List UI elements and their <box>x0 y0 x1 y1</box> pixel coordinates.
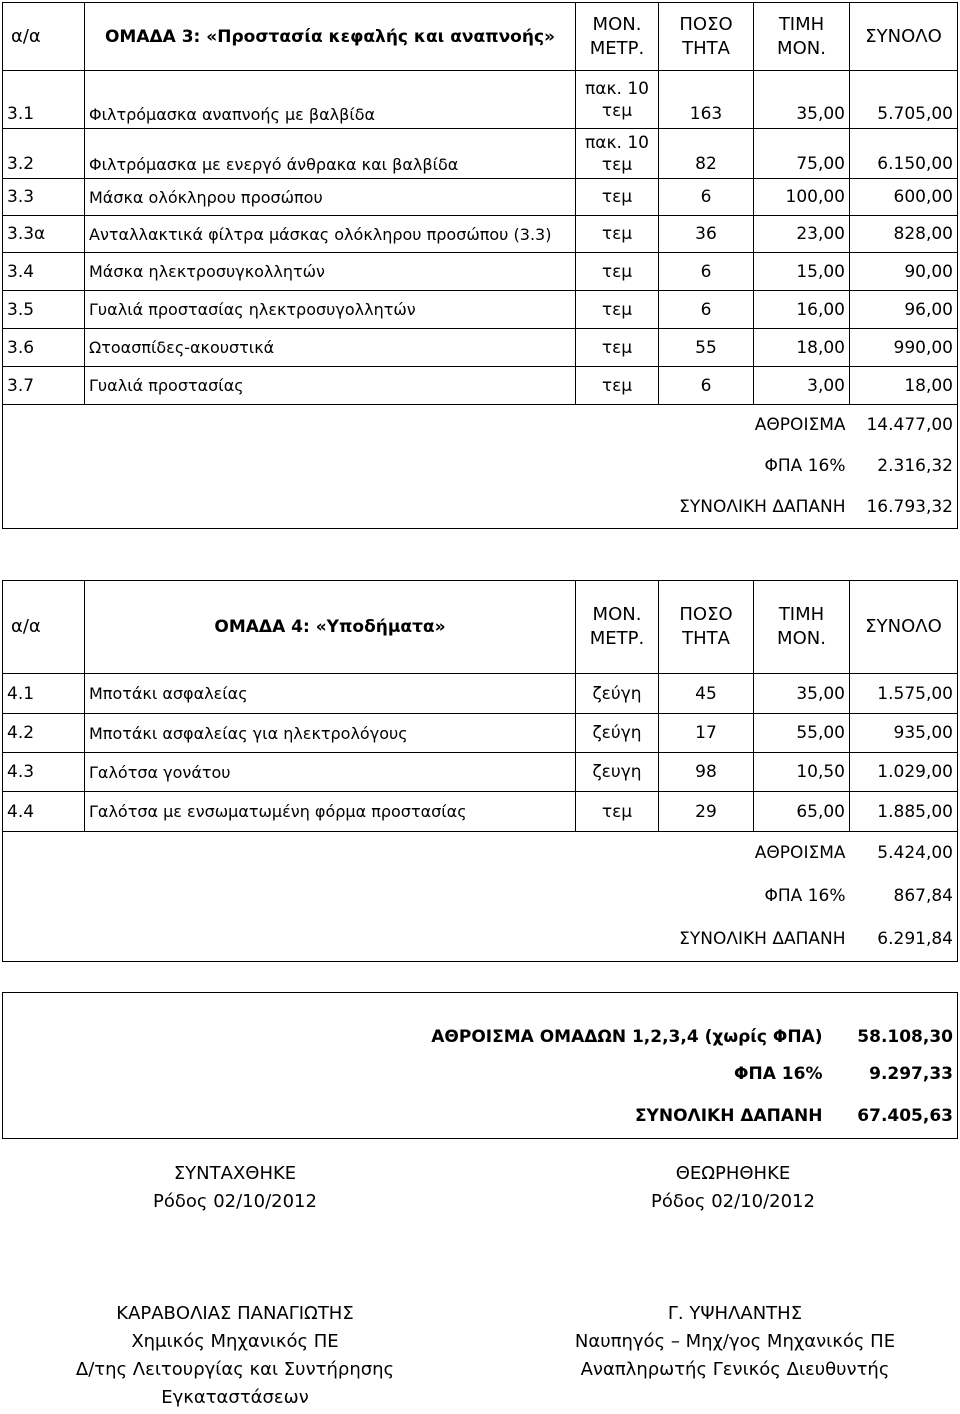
row-total: 90,00 <box>850 253 958 291</box>
row-aa: 4.1 <box>3 674 85 714</box>
row-aa: 3.3 <box>3 179 85 216</box>
row-qty: 6 <box>659 367 754 405</box>
row-qty: 82 <box>659 129 754 179</box>
summary-label: ΦΠΑ 16% <box>3 446 850 487</box>
row-qty: 6 <box>659 291 754 329</box>
table-row <box>3 367 958 405</box>
row-price: 55,00 <box>754 714 850 753</box>
row-desc: Μάσκα ολόκληρου προσώπου <box>85 179 576 216</box>
grand-total-row <box>3 1053 958 1095</box>
signature-left-date: Ρόδος 02/10/2012 <box>153 1191 317 1212</box>
table-row <box>3 179 958 216</box>
table-row <box>3 253 958 291</box>
row-price: 100,00 <box>754 179 850 216</box>
row-unit: τεμ <box>576 216 659 253</box>
row-total: 18,00 <box>850 367 958 405</box>
row-desc: Ανταλλακτικά φίλτρα μάσκας ολόκληρου προσώπου (3.3) <box>85 216 576 253</box>
row-price: 23,00 <box>754 216 850 253</box>
row-qty: 98 <box>659 753 754 792</box>
header-price: ΤΙΜΗ ΜΟΝ. <box>754 3 850 71</box>
group3-table <box>2 2 958 529</box>
row-desc: Γαλότσα γονάτου <box>85 753 576 792</box>
summary-value: 2.316,32 <box>850 446 958 487</box>
row-unit: τεμ <box>576 291 659 329</box>
header-unit: ΜΟΝ. ΜΕΤΡ. <box>576 3 659 71</box>
summary-value: 6.291,84 <box>850 918 958 962</box>
signature-left-title1: Χημικός Μηχανικός ΠΕ <box>131 1331 339 1352</box>
summary-row <box>3 875 958 918</box>
row-price: 18,00 <box>754 329 850 367</box>
row-price: 35,00 <box>754 674 850 714</box>
row-desc: Μάσκα ηλεκτροσυγκολλητών <box>85 253 576 291</box>
row-qty: 55 <box>659 329 754 367</box>
header-total: ΣΥΝΟΛΟ <box>850 581 958 674</box>
row-unit: τεμ <box>576 329 659 367</box>
row-unit: τεμ <box>576 253 659 291</box>
row-qty: 36 <box>659 216 754 253</box>
row-total: 6.150,00 <box>850 129 958 179</box>
grand-total-label: ΦΠΑ 16% <box>3 1053 833 1095</box>
row-qty: 6 <box>659 179 754 216</box>
row-total: 600,00 <box>850 179 958 216</box>
signature-right-block <box>540 1300 930 1384</box>
table-row <box>3 714 958 753</box>
summary-row <box>3 405 958 446</box>
row-desc: Γυαλιά προστασίας ηλεκτροσυγολλητών <box>85 291 576 329</box>
signature-right-heading: ΘΕΩΡΗΘΗΚΕ <box>675 1163 791 1184</box>
row-desc: Μποτάκι ασφαλείας για ηλεκτρολόγους <box>85 714 576 753</box>
row-aa: 3.4 <box>3 253 85 291</box>
table-row <box>3 129 958 179</box>
summary-value: 16.793,32 <box>850 487 958 529</box>
summary-label: ΣΥΝΟΛΙΚΗ ΔΑΠΑΝΗ <box>3 487 850 529</box>
row-qty: 45 <box>659 674 754 714</box>
summary-label: ΦΠΑ 16% <box>3 875 850 918</box>
row-aa: 3.5 <box>3 291 85 329</box>
summary-label: ΑΘΡΟΙΣΜΑ <box>3 832 850 875</box>
row-total: 5.705,00 <box>850 71 958 129</box>
row-aa: 3.3α <box>3 216 85 253</box>
row-unit: πακ. 10 τεμ <box>576 71 659 129</box>
table-row <box>3 291 958 329</box>
row-unit: ζεύγη <box>576 674 659 714</box>
row-price: 16,00 <box>754 291 850 329</box>
row-unit: τεμ <box>576 792 659 832</box>
grand-total-row <box>3 993 958 1053</box>
row-aa: 3.2 <box>3 129 85 179</box>
row-aa: 4.3 <box>3 753 85 792</box>
table-row <box>3 329 958 367</box>
row-qty: 17 <box>659 714 754 753</box>
signature-right-date: Ρόδος 02/10/2012 <box>651 1191 815 1212</box>
grand-total-value: 9.297,33 <box>833 1053 958 1095</box>
signature-left-title3: Εγκαταστάσεων <box>161 1387 309 1408</box>
row-desc: Μποτάκι ασφαλείας <box>85 674 576 714</box>
table-row <box>3 792 958 832</box>
row-desc: Γαλότσα με ενσωματωμένη φόρμα προστασίας <box>85 792 576 832</box>
summary-row <box>3 487 958 529</box>
table-row <box>3 216 958 253</box>
row-aa: 3.1 <box>3 71 85 129</box>
signature-left-title2: Δ/της Λειτουργίας και Συντήρησης <box>75 1359 395 1380</box>
row-total: 96,00 <box>850 291 958 329</box>
row-aa: 4.4 <box>3 792 85 832</box>
summary-label: ΑΘΡΟΙΣΜΑ <box>3 405 850 446</box>
row-desc: Ωτοασπίδες-ακουστικά <box>85 329 576 367</box>
row-total: 935,00 <box>850 714 958 753</box>
row-desc: Φιλτρόμασκα αναπνοής με βαλβίδα <box>85 71 576 129</box>
row-price: 15,00 <box>754 253 850 291</box>
grand-total-label: ΣΥΝΟΛΙΚΗ ΔΑΠΑΝΗ <box>3 1095 833 1139</box>
summary-row <box>3 918 958 962</box>
row-price: 3,00 <box>754 367 850 405</box>
header-qty: ΠΟΣΟ ΤΗΤΑ <box>659 581 754 674</box>
grand-total-label: ΑΘΡΟΙΣΜΑ ΟΜΑΔΩΝ 1,2,3,4 (χωρίς ΦΠΑ) <box>3 993 833 1053</box>
row-aa: 3.7 <box>3 367 85 405</box>
summary-row <box>3 446 958 487</box>
table-row <box>3 753 958 792</box>
row-unit: τεμ <box>576 179 659 216</box>
group4-header-row <box>3 581 958 674</box>
row-price: 35,00 <box>754 71 850 129</box>
row-total: 1.885,00 <box>850 792 958 832</box>
table-row <box>3 71 958 129</box>
header-aa: α/α <box>3 581 85 674</box>
row-qty: 29 <box>659 792 754 832</box>
row-total: 990,00 <box>850 329 958 367</box>
row-unit: ζευγη <box>576 753 659 792</box>
row-aa: 4.2 <box>3 714 85 753</box>
row-price: 65,00 <box>754 792 850 832</box>
signature-left-heading: ΣΥΝΤΑΧΘΗΚΕ <box>173 1163 297 1184</box>
header-qty: ΠΟΣΟ ΤΗΤΑ <box>659 3 754 71</box>
row-total: 1.029,00 <box>850 753 958 792</box>
table-row <box>3 674 958 714</box>
summary-row <box>3 832 958 875</box>
row-desc: Φιλτρόμασκα με ενεργό άνθρακα και βαλβίδα <box>85 129 576 179</box>
signature-left-header <box>70 1160 400 1216</box>
grand-totals-table <box>2 992 958 1139</box>
signature-right-title2: Αναπληρωτής Γενικός Διευθυντής <box>580 1359 890 1380</box>
signature-right-header <box>568 1160 898 1216</box>
header-aa: α/α <box>3 3 85 71</box>
summary-value: 5.424,00 <box>850 832 958 875</box>
signature-right-name: Γ. ΥΨΗΛΑΝΤΗΣ <box>667 1303 803 1324</box>
row-total: 1.575,00 <box>850 674 958 714</box>
row-price: 75,00 <box>754 129 850 179</box>
row-desc: Γυαλιά προστασίας <box>85 367 576 405</box>
header-total: ΣΥΝΟΛΟ <box>850 3 958 71</box>
signature-left-block <box>60 1300 410 1412</box>
group4-table <box>2 580 958 962</box>
row-aa: 3.6 <box>3 329 85 367</box>
header-price: ΤΙΜΗ ΜΟΝ. <box>754 581 850 674</box>
row-unit: ζεύγη <box>576 714 659 753</box>
row-qty: 6 <box>659 253 754 291</box>
row-unit: πακ. 10 τεμ <box>576 129 659 179</box>
row-unit: τεμ <box>576 367 659 405</box>
signature-left-name: ΚΑΡΑΒΟΛΙΑΣ ΠΑΝΑΓΙΩΤΗΣ <box>116 1303 354 1324</box>
row-price: 10,50 <box>754 753 850 792</box>
summary-label: ΣΥΝΟΛΙΚΗ ΔΑΠΑΝΗ <box>3 918 850 962</box>
grand-total-row <box>3 1095 958 1139</box>
grand-total-value: 58.108,30 <box>833 993 958 1053</box>
row-total: 828,00 <box>850 216 958 253</box>
grand-total-value: 67.405,63 <box>833 1095 958 1139</box>
header-unit: ΜΟΝ. ΜΕΤΡ. <box>576 581 659 674</box>
row-qty: 163 <box>659 71 754 129</box>
group3-header-row <box>3 3 958 71</box>
summary-value: 867,84 <box>850 875 958 918</box>
summary-value: 14.477,00 <box>850 405 958 446</box>
group4-title: ΟΜΑΔΑ 4: «Υποδήματα» <box>85 581 576 674</box>
signature-right-title1: Ναυπηγός – Μηχ/γος Μηχανικός ΠΕ <box>574 1331 896 1352</box>
group3-title: ΟΜΑΔΑ 3: «Προστασία κεφαλής και αναπνοής» <box>85 3 576 71</box>
